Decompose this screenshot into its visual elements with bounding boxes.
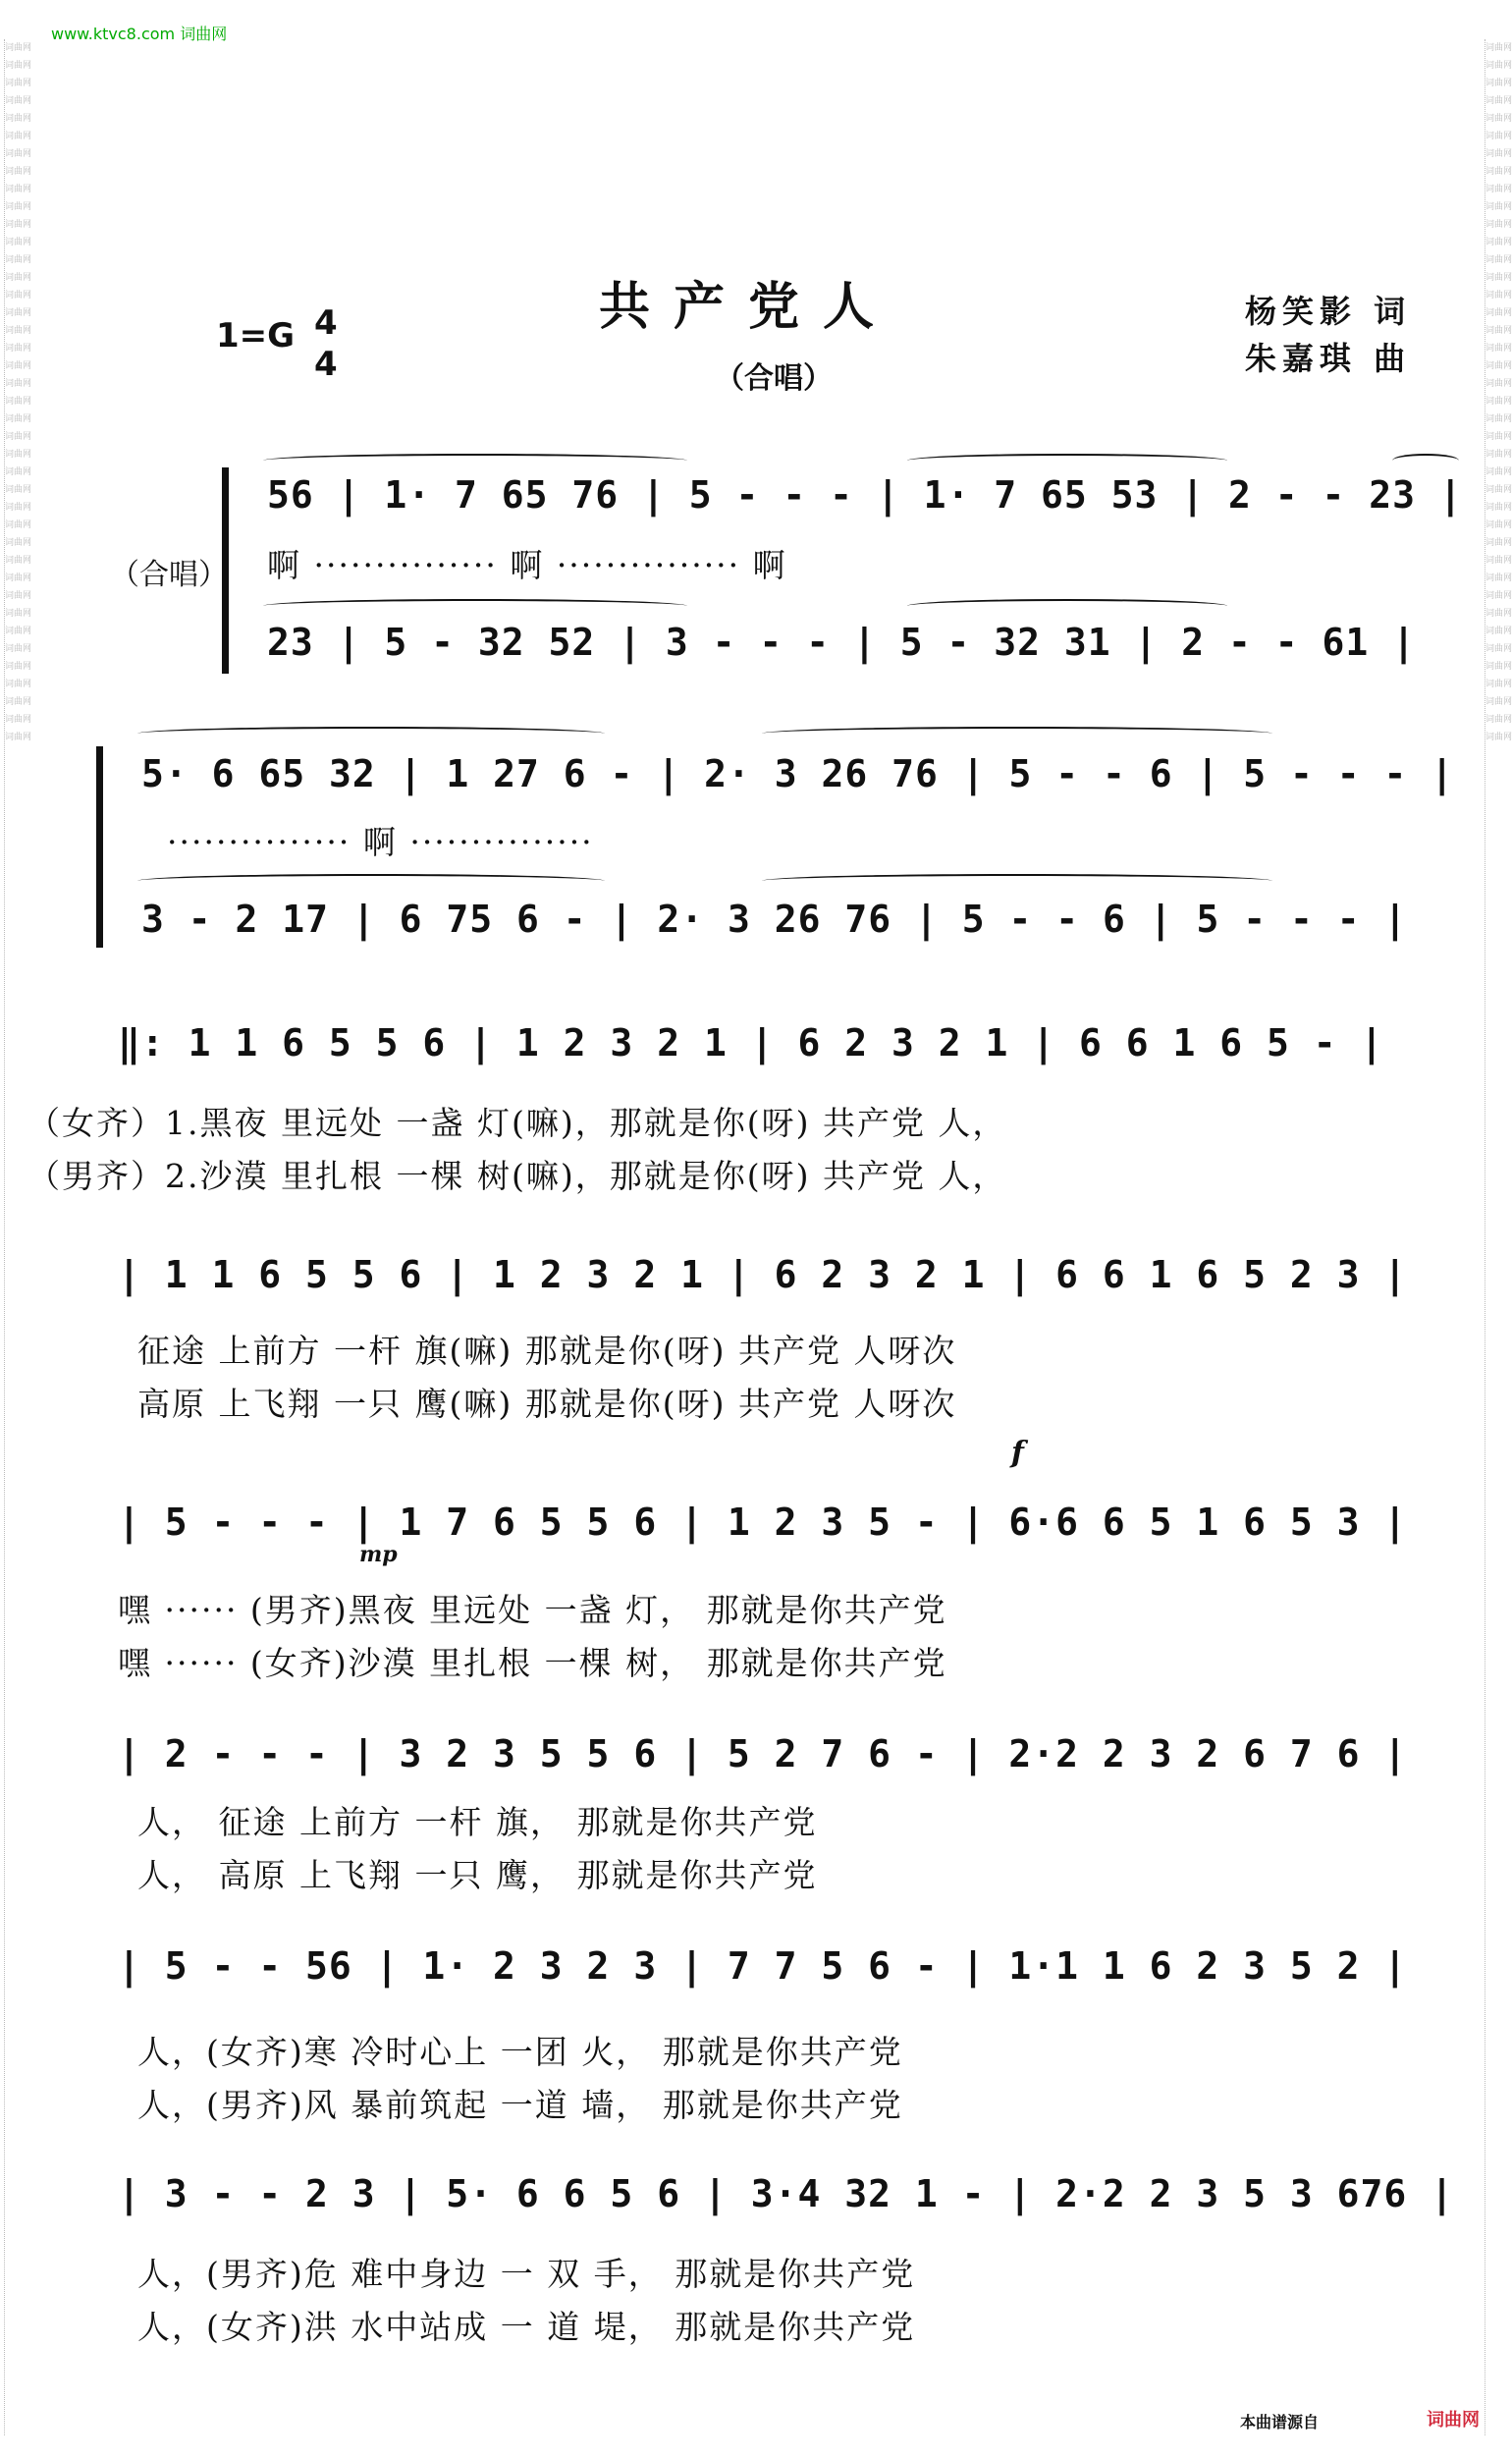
lyricist-credit: 杨笑影 词 bbox=[1245, 293, 1412, 330]
lyric-line-1: 啊 ··············· 啊 ··············· 啊 bbox=[267, 546, 787, 584]
tie-arc bbox=[762, 874, 1272, 888]
key-signature: 1=G bbox=[216, 316, 296, 355]
right-watermark-strip: 词曲网 词曲网 词曲网 词曲网 词曲网 词曲网 词曲网 词曲网 词曲网 词曲网 词曲网 词曲网 词曲网 词曲网 词曲网 词曲网 词曲网 词曲网 词曲网 词曲网 词曲网 词曲网 词曲网 词曲网 词曲网 词曲网 词曲网 词曲网 词曲网 词曲网 词曲网 词曲网 词曲网 词曲网 词曲网 词曲网 词曲网 词曲网 词曲网 词曲网 bbox=[1485, 39, 1497, 2435]
time-signature bbox=[314, 302, 338, 385]
song-subtitle: （合唱） bbox=[715, 361, 833, 396]
system-bracket-1 bbox=[222, 467, 229, 674]
tie-arc bbox=[137, 727, 605, 740]
time-sig-bottom: 4 bbox=[314, 345, 338, 384]
left-watermark-strip: 词曲网 词曲网 词曲网 词曲网 词曲网 词曲网 词曲网 词曲网 词曲网 词曲网 词曲网 词曲网 词曲网 词曲网 词曲网 词曲网 词曲网 词曲网 词曲网 词曲网 词曲网 词曲网 词曲网 词曲网 词曲网 词曲网 词曲网 词曲网 词曲网 词曲网 词曲网 词曲网 词曲网 词曲网 词曲网 词曲网 词曲网 词曲网 词曲网 词曲网 bbox=[4, 39, 17, 2435]
song-title: 共产党人 bbox=[599, 277, 898, 337]
lyric-line-6a: 征途 上前方 一杆 旗(嘛) 那就是你(呀) 共产党 人呀次 bbox=[137, 1332, 957, 1370]
lyric-line-6b: 高原 上飞翔 一只 鹰(嘛) 那就是你(呀) 共产党 人呀次 bbox=[137, 1385, 957, 1423]
tie-arc bbox=[1392, 454, 1459, 467]
lyric-line-7a: 嘿 ······ (男齐)黑夜 里远处 一盏 灯， 那就是你共产党 bbox=[118, 1591, 947, 1629]
choir-part-label: （合唱） bbox=[110, 558, 228, 592]
lyric-line-10b: 人，(女齐)洪 水中站成 一 道 堤， 那就是你共产党 bbox=[137, 2308, 916, 2346]
score-line-5: ‖: 1 1 6 5 5 6 | 1 2 3 2 1 | 6 2 3 2 1 | 6 6 1 6 5 - | bbox=[118, 1021, 1384, 1065]
score-line-7: | 5 - - - | 1 7 6 5 5 6 | 1 2 3 5 - | 6·6 6 5 1 6 5 3 | bbox=[118, 1501, 1408, 1544]
lyric-line-5b: （男齐）2.沙漠 里扎根 一棵 树(嘛)，那就是你(呀) 共产党 人， bbox=[27, 1157, 1007, 1195]
tie-arc bbox=[263, 599, 687, 613]
dynamic-mezzo-piano: mp bbox=[359, 1542, 398, 1567]
score-line-2: 23 | 5 - 32 52 | 3 - - - | 5 - 32 31 | 2 - - 61 | bbox=[267, 621, 1417, 664]
lyric-line-8a: 人， 征途 上前方 一杆 旗， 那就是你共产党 bbox=[137, 1803, 818, 1841]
score-line-9: | 5 - - 56 | 1· 2 3 2 3 | 7 7 5 6 - | 1·1 1 6 2 3 5 2 | bbox=[118, 1944, 1408, 1988]
footer-source-text: 本曲谱源自 bbox=[1239, 2413, 1319, 2431]
dynamic-forte: f bbox=[1011, 1436, 1024, 1470]
lyric-line-9a: 人，(女齐)寒 冷时心上 一团 火， 那就是你共产党 bbox=[137, 2033, 903, 2071]
system-bracket-2 bbox=[96, 746, 103, 948]
tie-arc bbox=[907, 599, 1227, 613]
tie-arc bbox=[907, 454, 1227, 467]
footer-site-logo[interactable]: 词曲网 bbox=[1427, 2410, 1480, 2430]
score-line-3: 5· 6 65 32 | 1 27 6 - | 2· 3 26 76 | 5 - - 6 | 5 - - - | bbox=[141, 752, 1455, 795]
score-line-10: | 3 - - 2 3 | 5· 6 6 5 6 | 3·4 32 1 - | 2·2 2 3 5 3 676 | bbox=[118, 2172, 1455, 2215]
tie-arc bbox=[762, 727, 1272, 740]
time-sig-top: 4 bbox=[314, 303, 338, 343]
lyric-line-3: ··············· 啊 ··············· bbox=[167, 823, 594, 861]
score-line-4: 3 - 2 17 | 6 75 6 - | 2· 3 26 76 | 5 - - 6 | 5 - - - | bbox=[141, 898, 1408, 941]
tie-arc bbox=[263, 454, 687, 467]
tie-arc bbox=[137, 874, 605, 888]
lyric-line-5a: （女齐）1.黑夜 里远处 一盏 灯(嘛)，那就是你(呀) 共产党 人， bbox=[27, 1104, 1007, 1142]
site-header[interactable]: www.ktvc8.com 词曲网 bbox=[51, 25, 228, 43]
score-line-1: 56 | 1· 7 65 76 | 5 - - - | 1· 7 65 53 | 2 - - 23 | bbox=[267, 473, 1463, 517]
composer-credit: 朱嘉琪 曲 bbox=[1245, 340, 1412, 377]
score-line-8: | 2 - - - | 3 2 3 5 5 6 | 5 2 7 6 - | 2·2 2 3 2 6 7 6 | bbox=[118, 1732, 1408, 1775]
lyric-line-8b: 人， 高原 上飞翔 一只 鹰， 那就是你共产党 bbox=[137, 1856, 818, 1894]
lyric-line-10a: 人，(男齐)危 难中身边 一 双 手， 那就是你共产党 bbox=[137, 2255, 916, 2293]
lyric-line-9b: 人，(男齐)风 暴前筑起 一道 墙， 那就是你共产党 bbox=[137, 2086, 903, 2124]
lyric-line-7b: 嘿 ······ (女齐)沙漠 里扎根 一棵 树， 那就是你共产党 bbox=[118, 1644, 947, 1682]
score-line-6: | 1 1 6 5 5 6 | 1 2 3 2 1 | 6 2 3 2 1 | 6 6 1 6 5 2 3 | bbox=[118, 1253, 1408, 1296]
